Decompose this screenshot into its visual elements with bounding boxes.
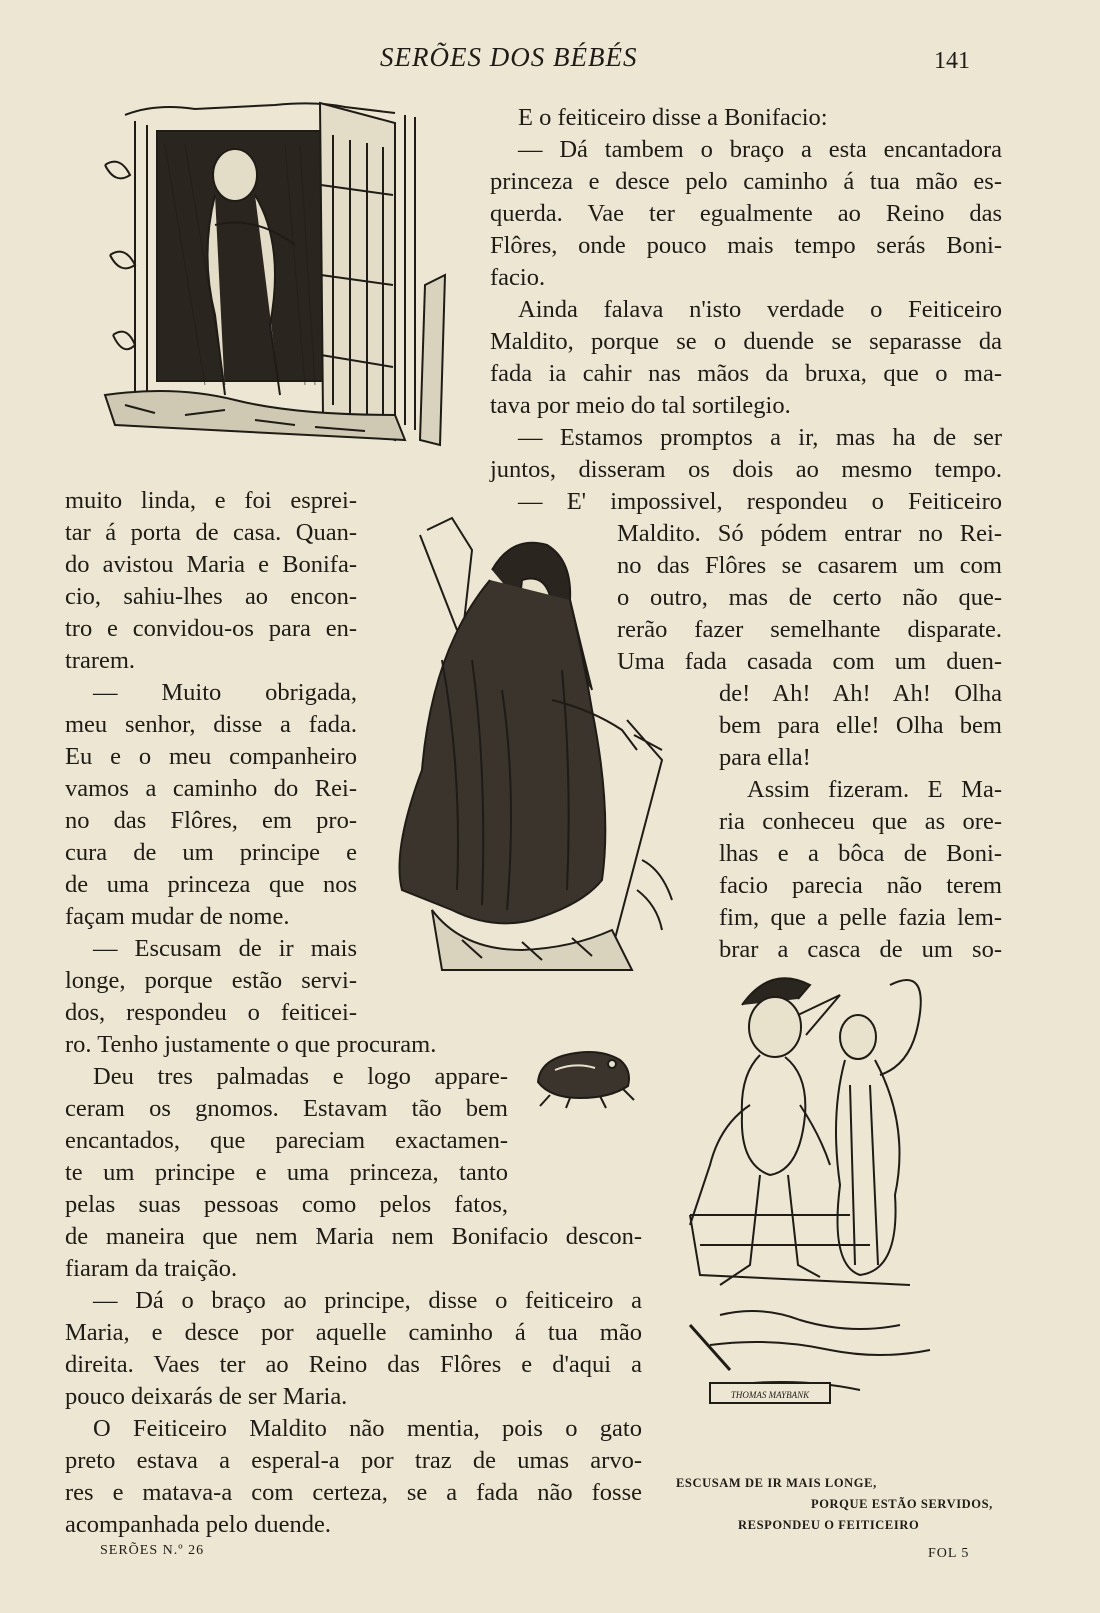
text-block-c bbox=[719, 678, 1002, 966]
paragraph-line: direita. Vaes ter ao Reino das Flôres e d'aqui a bbox=[65, 1351, 642, 1378]
paragraph-line: façam mudar de nome. bbox=[65, 903, 290, 930]
paragraph-line: juntos, disseram os dois ao mesmo tempo. bbox=[490, 456, 1002, 483]
paragraph-line: tar á porta de casa. Quan- bbox=[65, 519, 357, 546]
text-block-d bbox=[65, 485, 357, 1029]
paragraph-line: Ainda falava n'isto verdade o Feiticeiro bbox=[518, 296, 1002, 323]
paragraph-line: querda. Vae ter egualmente ao Reino das bbox=[490, 200, 1002, 227]
paragraph-line: tro e convidou-os para en- bbox=[65, 615, 357, 642]
paragraph-line: Flôres, onde pouco mais tempo serás Boni- bbox=[490, 232, 1002, 259]
footer-signature-left: SERÕES N.º 26 bbox=[100, 1543, 205, 1558]
paragraph-line: — Dá tambem o braço a esta encantadora bbox=[518, 136, 1002, 163]
paragraph-line: brar a casca de um so- bbox=[719, 936, 1002, 963]
paragraph-line: o outro, mas de certo não que- bbox=[617, 584, 1002, 611]
paragraph-line: de maneira que nem Maria nem Bonifacio descon- bbox=[65, 1223, 642, 1250]
illustration-caption-line: PORQUE ESTÃO SERVIDOS, bbox=[811, 1497, 993, 1511]
text-block-f bbox=[65, 1221, 642, 1541]
paragraph-line: ria conheceu que as ore- bbox=[719, 808, 1002, 835]
paragraph-line: fiaram da traição. bbox=[65, 1255, 238, 1282]
paragraph-line: do avistou Maria e Bonifa- bbox=[65, 551, 357, 578]
text-block-a bbox=[490, 102, 1002, 518]
paragraph-line: Uma fada casada com um duen- bbox=[617, 648, 1002, 675]
paragraph-line: — Escusam de ir mais bbox=[93, 935, 357, 962]
paragraph-line: — Dá o braço ao principe, disse o feiticeiro a bbox=[93, 1287, 642, 1314]
running-title: SERÕES DOS BÉBÉS bbox=[380, 42, 638, 72]
paragraph-line: fim, que a pelle fazia lem- bbox=[719, 904, 1002, 931]
paragraph-line: trarem. bbox=[65, 647, 136, 674]
paragraph-line: dos, respondeu o feiticei- bbox=[65, 999, 357, 1026]
paragraph-line: rerão fazer semelhante disparate. bbox=[617, 616, 1002, 643]
paragraph-line: cio, sahiu-lhes ao encon- bbox=[65, 583, 357, 610]
elf-fairy-illustration bbox=[680, 965, 970, 1435]
paragraph-line: vamos a caminho do Rei- bbox=[65, 775, 357, 802]
paragraph-line: Eu e o meu companheiro bbox=[65, 743, 357, 770]
paragraph-line: de! Ah! Ah! Ah! Olha bbox=[719, 680, 1002, 707]
paragraph-line: res e matava-a com certeza, se a fada não fosse bbox=[65, 1479, 642, 1506]
illustrator-signature: THOMAS MAYBANK bbox=[730, 1390, 810, 1400]
paragraph-line: Deu tres palmadas e logo appare- bbox=[93, 1063, 508, 1090]
paragraph-line: princeza e desce pelo caminho á tua mão es- bbox=[490, 168, 1002, 195]
paragraph-line: O Feiticeiro Maldito não mentia, pois o gato bbox=[93, 1415, 642, 1442]
paragraph-line: tava por meio do tal sortilegio. bbox=[490, 392, 791, 419]
page-number: 141 bbox=[934, 48, 970, 74]
paragraph-line: te um principe e uma princeza, tanto bbox=[65, 1159, 508, 1186]
paragraph-line: encantados, que pareciam exactamen- bbox=[65, 1127, 508, 1154]
paragraph-line: — Estamos promptos a ir, mas ha de ser bbox=[518, 424, 1002, 451]
paragraph-line: cura de um principe e bbox=[65, 839, 357, 866]
paragraph-line: acompanhada pelo duende. bbox=[65, 1511, 331, 1538]
paragraph-line: lhas e a bôca de Boni- bbox=[719, 840, 1002, 867]
paragraph-line: — Muito obrigada, bbox=[93, 679, 357, 706]
paragraph-line: Maldito. Só pódem entrar no Rei- bbox=[617, 520, 1002, 547]
text-block-b bbox=[617, 518, 1002, 678]
paragraph-line: fada ia cahir nas mãos da bruxa, que o ma- bbox=[490, 360, 1002, 387]
paragraph-line: — E' impossivel, respondeu o Feiticeiro bbox=[518, 488, 1002, 515]
paragraph-line: no das Flôres se casarem um com bbox=[617, 552, 1002, 579]
paragraph-line: Maldito, porque se o duende se separasse da bbox=[490, 328, 1002, 355]
paragraph-line: Assim fizeram. E Ma- bbox=[747, 776, 1002, 803]
paragraph-line: pelas suas pessoas como pelos fatos, bbox=[65, 1191, 508, 1218]
paragraph-line: no das Flôres, em pro- bbox=[65, 807, 357, 834]
illustration-caption-line: RESPONDEU O FEITICEIRO bbox=[738, 1518, 920, 1532]
paragraph-line: facio parecia não terem bbox=[719, 872, 1002, 899]
paragraph-line: bem para elle! Olha bem bbox=[719, 712, 1002, 739]
door-illustration bbox=[95, 95, 465, 455]
paragraph-line: E o feiticeiro disse a Bonifacio: bbox=[518, 104, 828, 131]
paragraph-line: preto estava a esperal-a por traz de umas arvo- bbox=[65, 1447, 642, 1474]
paragraph-line: facio. bbox=[490, 264, 546, 291]
paragraph-line: longe, porque estão servi- bbox=[65, 967, 357, 994]
paragraph-line: ro. Tenho justamente o que procuram. bbox=[65, 1031, 437, 1058]
toad-illustration bbox=[530, 1040, 640, 1110]
paragraph-line: Maria, e desce por aquelle caminho á tua mão bbox=[65, 1319, 642, 1346]
paragraph-line: de uma princeza que nos bbox=[65, 871, 357, 898]
footer-signature-right: FOL 5 bbox=[928, 1546, 970, 1561]
paragraph-line: meu senhor, disse a fada. bbox=[65, 711, 357, 738]
paragraph-line: pouco deixarás de ser Maria. bbox=[65, 1383, 348, 1410]
illustration-caption-line: ESCUSAM DE IR MAIS LONGE, bbox=[676, 1476, 877, 1490]
paragraph-line: muito linda, e foi esprei- bbox=[65, 487, 357, 514]
text-block-e bbox=[65, 1029, 508, 1221]
paragraph-line: para ella! bbox=[719, 744, 811, 771]
paragraph-line: ceram os gnomos. Estavam tão bem bbox=[65, 1095, 508, 1122]
